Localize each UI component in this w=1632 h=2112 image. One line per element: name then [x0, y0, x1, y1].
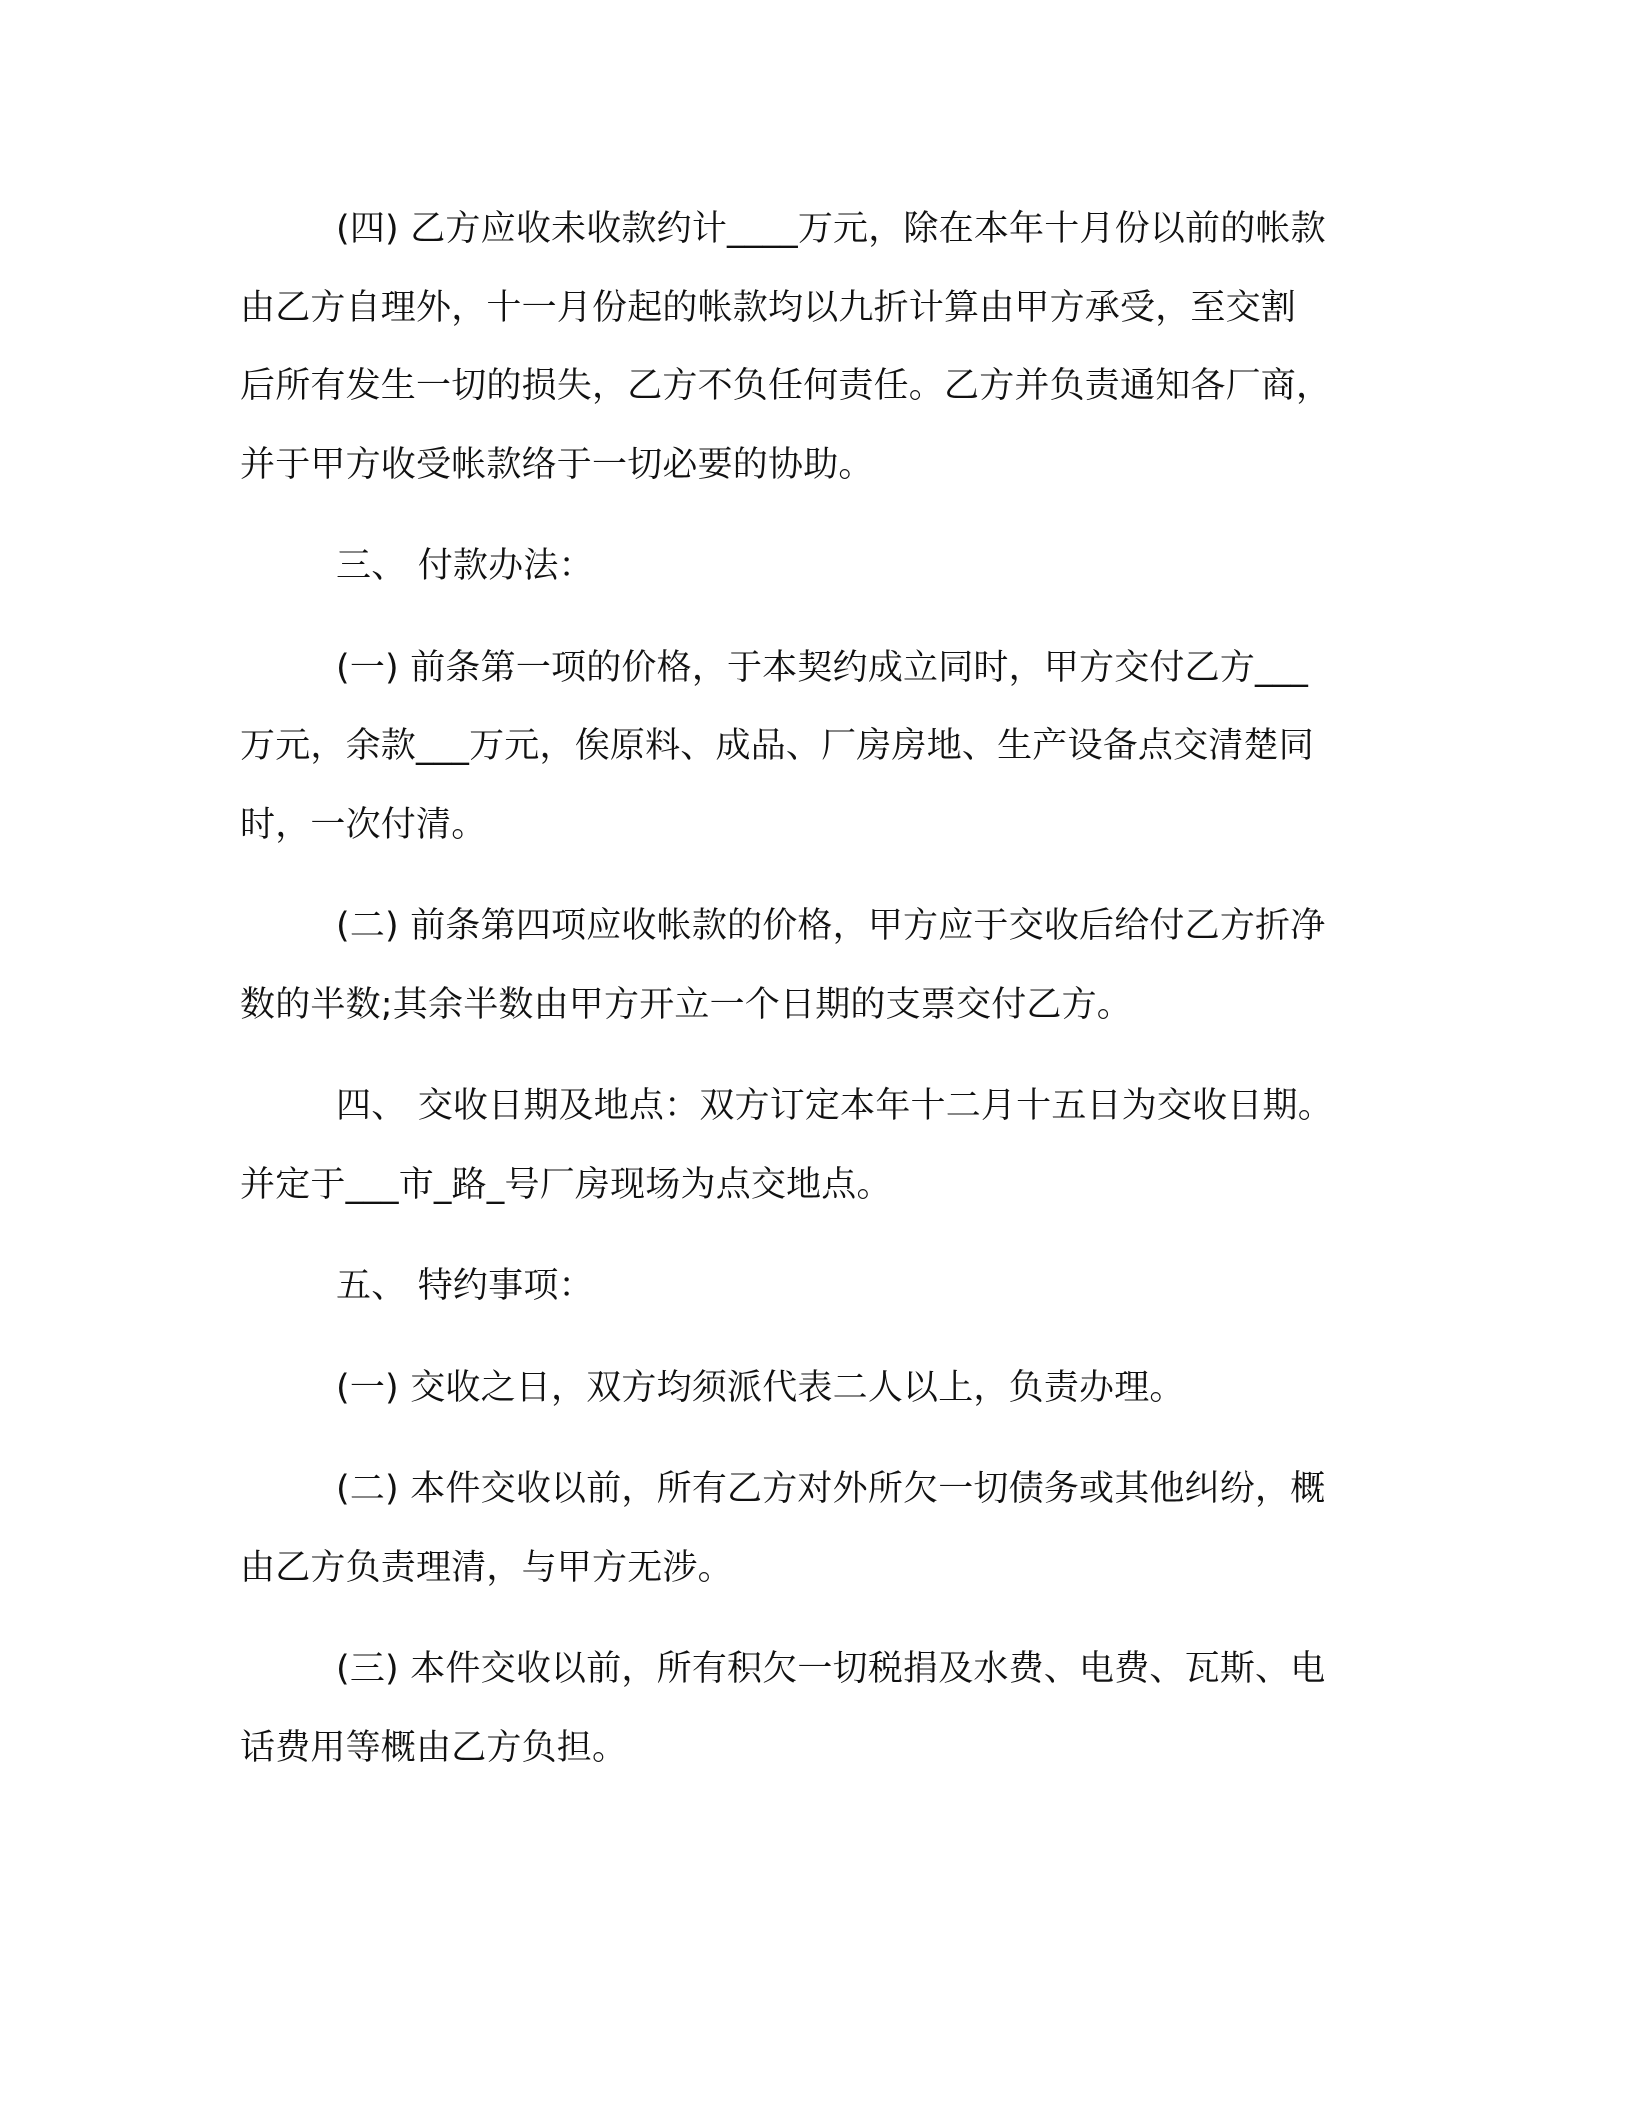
line: 并于甲方收受帐款络于一切必要的协助。	[240, 444, 874, 485]
line: (四) 乙方应收未收款约计____万元，除在本年十月份以前的帐款	[336, 209, 1326, 249]
line: 数的半数;其余半数由甲方开立一个日期的支票交付乙方。	[240, 984, 1132, 1025]
line: 四、 交收日期及地点：双方订定本年十二月十五日为交收日期。	[336, 1086, 1333, 1126]
paragraph-payment-1	[240, 629, 1390, 865]
section-heading-payment-method	[240, 527, 1390, 606]
line: 话费用等概由乙方负担。	[240, 1727, 628, 1768]
line: 由乙方自理外，十一月份起的帐款均以九折计算由甲方承受，至交割	[240, 287, 1297, 328]
line: (三) 本件交收以前，所有积欠一切税捐及水费、电费、瓦斯、电	[336, 1649, 1326, 1689]
paragraph-special-3	[240, 1630, 1390, 1787]
section-heading-special-terms	[240, 1247, 1390, 1326]
paragraph-special-2	[240, 1450, 1390, 1607]
paragraph-special-1	[240, 1349, 1390, 1428]
line: (二) 本件交收以前，所有乙方对外所欠一切债务或其他纠纷，概	[336, 1469, 1326, 1509]
section-delivery-date-location	[240, 1067, 1390, 1224]
line: 由乙方负责理清，与甲方无涉。	[240, 1547, 733, 1588]
line: 五、 特约事项：	[336, 1266, 594, 1306]
line: (一) 前条第一项的价格，于本契约成立同时，甲方交付乙方___	[336, 647, 1309, 688]
line: 万元，余款___万元，俟原料、成品、厂房房地、生产设备点交清楚同	[240, 726, 1314, 766]
line: (一) 交收之日，双方均须派代表二人以上，负责办理。	[336, 1367, 1185, 1408]
paragraph-payment-2	[240, 887, 1390, 1044]
line: 时，一次付清。	[240, 804, 487, 845]
document-body	[240, 190, 1390, 1787]
line: 后所有发生一切的损失，乙方不负任何责任。乙方并负责通知各厂商，	[240, 366, 1332, 406]
paragraph-receivables	[240, 190, 1390, 504]
line: 三、 付款办法：	[336, 546, 594, 586]
line: 并定于___市_路_号厂房现场为点交地点。	[240, 1164, 892, 1205]
line: (二) 前条第四项应收帐款的价格，甲方应于交收后给付乙方折净	[336, 906, 1326, 946]
